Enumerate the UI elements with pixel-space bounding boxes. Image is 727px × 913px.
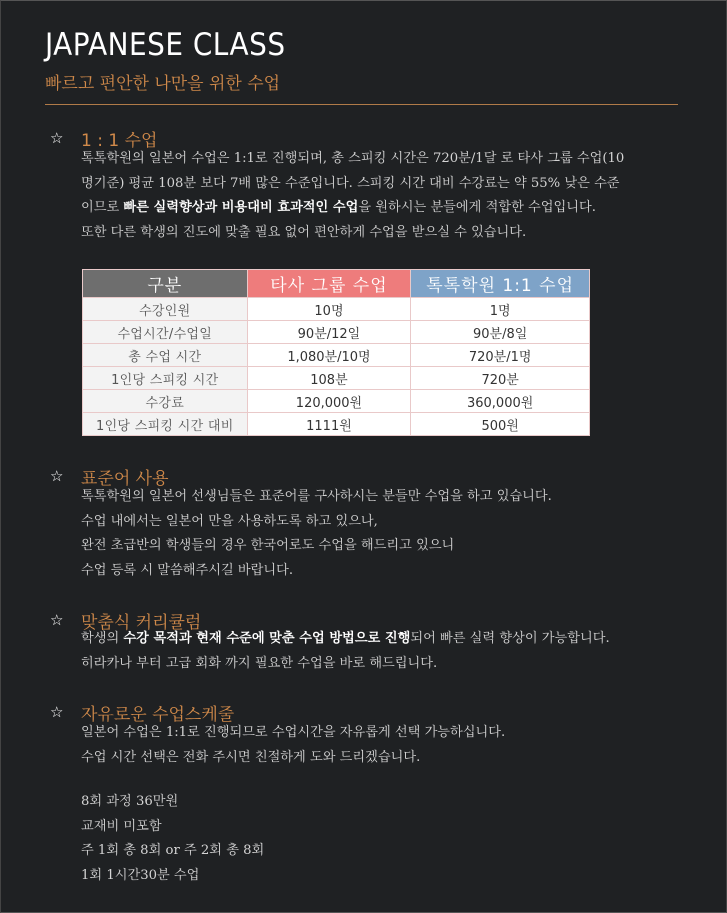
table-cell: 500원: [411, 413, 590, 436]
star-outline-icon: ☆: [50, 703, 64, 721]
section-title: 맞춤식 커리큘럼: [81, 613, 202, 633]
star-outline-icon: ☆: [50, 467, 64, 485]
table-row: [83, 344, 590, 367]
row-label: 수강료: [83, 390, 248, 413]
body-line: 히라카나 부터 고급 회화 까지 필요한 수업을 바로 해드립니다.: [81, 655, 438, 671]
table-row: [83, 321, 590, 344]
body-line: 일본어 수업은 1:1로 진행되므로 수업시간을 자유롭게 선택 가능하십니다.: [81, 725, 506, 740]
body-line: 주 1회 총 8회 or 주 2회 총 8회: [81, 843, 265, 858]
section-title: 자유로운 수업스케줄: [81, 705, 235, 725]
row-label: 1인당 스피킹 시간: [83, 367, 248, 390]
table-cell: 90분/12일: [247, 321, 411, 344]
table-cell: 10명: [247, 298, 411, 321]
section-body: [81, 627, 681, 676]
section-body: [81, 147, 681, 245]
section-title: 1 : 1 수업: [81, 131, 158, 151]
column-header: 톡톡학원 1:1 수업: [411, 270, 590, 298]
body-line: 수업 등록 시 말씀해주시길 바랍니다.: [81, 562, 294, 578]
table-cell: 120,000원: [247, 390, 411, 413]
body-line: 수업 내에서는 일본어 만을 사용하도록 하고 있으나,: [81, 513, 378, 529]
table-cell: 90분/8일: [411, 321, 590, 344]
table-cell: 1111원: [247, 413, 411, 436]
row-label: 총 수업 시간: [83, 344, 248, 367]
table-cell: 720분: [411, 367, 590, 390]
body-line: 1회 1시간30분 수업: [81, 867, 200, 883]
table-cell: 720분/1명: [411, 344, 590, 367]
star-outline-icon: ☆: [50, 611, 64, 629]
body-line: 완전 초급반의 학생들의 경우 한국어로도 수업을 해드리고 있으니: [81, 538, 455, 553]
section-body: [81, 721, 681, 888]
body-line: 톡톡학원의 일본어 선생님들은 표준어를 구사하시는 분들만 수업을 하고 있습니다.: [81, 489, 552, 504]
highlight-text: 수강 목적과 현재 수준에 맞춘 수업 방법으로 진행: [123, 631, 411, 646]
row-label: 1인당 스피킹 시간 대비: [83, 413, 248, 436]
table-header-row: [83, 270, 590, 298]
highlight-text: 빠른 실력향상과 비용대비 효과적인 수업: [123, 200, 359, 215]
star-outline-icon: ☆: [50, 129, 64, 147]
body-line: 톡톡학원의 일본어 수업은 1:1로 진행되며, 총 스피킹 시간은 720분/1달 로 타사 그룹 수업(10: [81, 151, 625, 166]
body-line: 명기준) 평균 108분 보다 7배 많은 수준입니다. 스피킹 시간 대비 수강료는 약 55% 낮은 수준: [81, 175, 620, 191]
table-row: [83, 298, 590, 321]
table-cell: 1,080분/10명: [247, 344, 411, 367]
body-line: 이므로 빠른 실력향상과 비용대비 효과적인 수업을 원하시는 분들에게 적합한 수업입니다.: [81, 200, 596, 215]
column-header: 구분: [83, 270, 248, 298]
table-cell: 108분: [247, 367, 411, 390]
page-subtitle: 빠르고 편안한 나만을 위한 수업: [45, 74, 281, 94]
comparison-table: [82, 269, 590, 436]
table-cell: 360,000원: [411, 390, 590, 413]
column-header: 타사 그룹 수업: [247, 270, 411, 298]
section-body: [81, 485, 681, 583]
body-line: 학생의 수강 목적과 현재 수준에 맞춘 수업 방법으로 진행되어 빠른 실력 향상이 가능합니다.: [81, 631, 610, 646]
row-label: 수업시간/수업일: [83, 321, 248, 344]
body-line: 8회 과정 36만원: [81, 794, 179, 809]
table-cell: 1명: [411, 298, 590, 321]
body-line: 교재비 미포함: [81, 818, 162, 834]
section-title: 표준어 사용: [81, 469, 169, 489]
table-row: [83, 390, 590, 413]
row-label: 수강인원: [83, 298, 248, 321]
divider: [45, 104, 678, 105]
body-line: 수업 시간 선택은 전화 주시면 친절하게 도와 드리겠습니다.: [81, 749, 421, 765]
body-line: [81, 770, 681, 790]
body-line: 또한 다른 학생의 진도에 맞출 필요 없어 편안하게 수업을 받으실 수 있습니다.: [81, 224, 527, 240]
table-row: [83, 367, 590, 390]
page-title: JAPANESE CLASS: [45, 27, 286, 63]
table-row: [83, 413, 590, 436]
